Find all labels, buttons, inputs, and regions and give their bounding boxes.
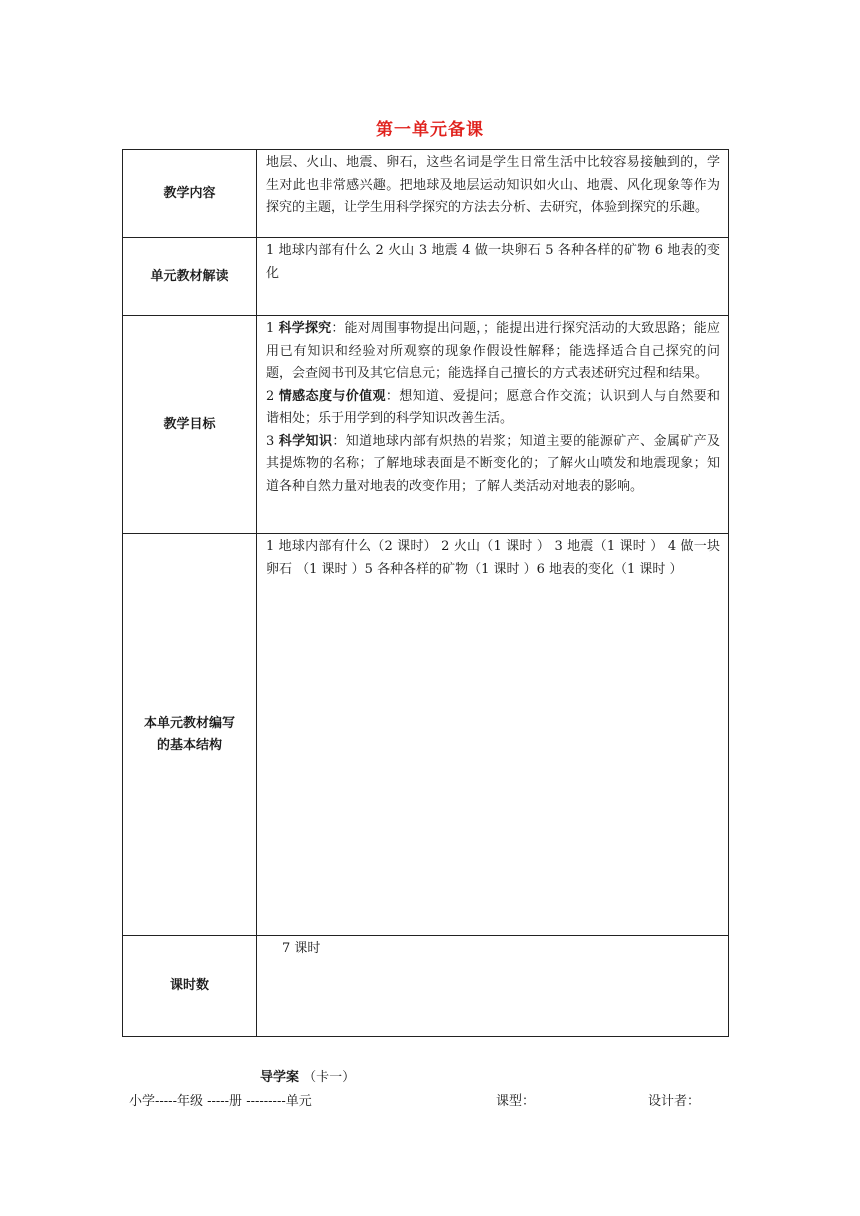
objective-text: ：知道地球内部有炽热的岩浆；知道主要的能源矿产、金属矿产及其提炼物的名称；了解地球表面是不断变化的；了解火山喷发和地震现象；知道各种自然力量对地表的改变作用；了解人类活动对地表的影响。 [266,433,720,494]
objective-heading: 情感态度与价值观 [278,388,386,404]
table-row-teaching-objectives [123,316,729,534]
objective-text: ：能对周围事物提出问题，；能提出进行探究活动的大致思路；能应用已有知识和经验对所观察的现象作假设性解释；能选择适合自己探究的问题，会查阅书刊及其它信息元；能选择自己擅长的方式表述研究过程和结果。 [266,321,720,381]
table-row-material-reading [123,238,729,316]
table-row-unit-structure [123,534,729,936]
objective-heading: 科学知识 [278,433,333,449]
study-guide-label: 导学案 [260,1070,300,1085]
lesson-hours-text: 7 课时 [282,941,321,956]
objective-item [266,318,720,386]
objective-number: 1 [266,321,275,336]
objective-item [266,431,720,499]
row-label-line: 的基本结构 [156,737,222,753]
row-label: 单元教材解读 [123,238,257,316]
objectives-cell [257,316,729,534]
objective-number: 2 [266,388,275,404]
lesson-type-label: 课型： [496,1094,536,1109]
unit-plan-table [122,149,729,1037]
objective-item [266,386,720,431]
material-reading-text: 1 地球内部有什么 2 火山 3 地震 4 做一块卵石 5 各种各样的矿物 6 地表的变化 [257,238,729,316]
lesson-hours-cell [257,936,729,1037]
school-grade-line: 小学-----年级 -----册 ---------单元 [129,1094,312,1109]
objective-heading: 科学探究 [278,321,332,336]
table-row-lesson-hours [123,936,729,1037]
row-label: 教学目标 [123,316,257,534]
study-guide-card: （卡一） [303,1070,356,1085]
study-guide-title [260,1066,355,1085]
teaching-content-text: 地层、火山、地震、卵石，这些名词是学生日常生活中比较容易接触到的，学生对此也非常感兴趣。把地球及地层运动知识如火山、地震、风化现象等作为探究的主题，让学生用科学探究的方法去分析、去研究，体验到探究的乐趣。 [257,150,729,238]
row-label [123,534,257,936]
objective-text: ：想知道、爱提问；愿意合作交流；认识到人与自然要和谐相处；乐于用学到的科学知识改善生活。 [266,388,720,426]
designer-label: 设计者： [648,1094,701,1109]
objective-number: 3 [266,433,275,449]
row-label-line: 本单元教材编写 [143,715,235,731]
table-row-teaching-content [123,150,729,238]
row-label: 课时数 [123,936,257,1037]
unit-structure-text: 1 地球内部有什么（2 课时） 2 火山（1 课时 ） 3 地震（1 课时 ） 4 做一块卵石 （1 课时 ）5 各种各样的矿物（1 课时 ）6 地表的变化（1 课时 ） [257,534,729,936]
page-title: 第一单元备课 [376,120,484,140]
row-label: 教学内容 [123,150,257,238]
